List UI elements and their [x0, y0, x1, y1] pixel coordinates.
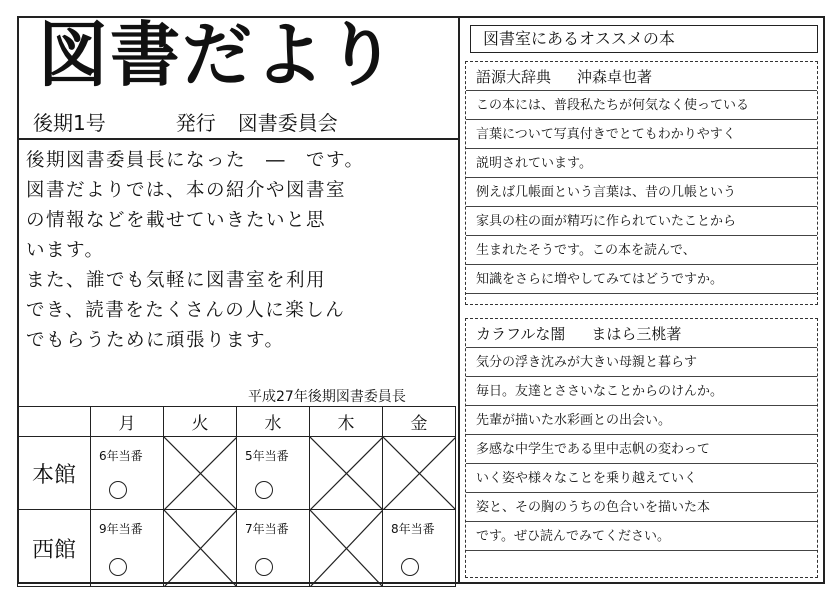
schedule-cell: [91, 437, 164, 510]
publisher-label: 発行: [175, 111, 216, 135]
closed-mark: [383, 437, 456, 510]
book-description-line: 毎日。友達とささいなことからのけんか。: [466, 377, 817, 406]
issue-number: 後期1号: [33, 111, 106, 135]
duty-label: 5年当番: [245, 449, 289, 463]
book-description-line: 生まれたそうです。この本を読んで、: [466, 236, 817, 265]
message-line: の情報などを載せていきたいと思: [26, 210, 327, 231]
message-line: 図書だよりでは、本の紹介や図書室: [26, 180, 347, 201]
duty-label: 8年当番: [391, 522, 435, 536]
book-description-line: 例えば几帳面という言葉は、昔の几帳という: [466, 178, 817, 207]
closed-mark: [310, 510, 383, 587]
circle-mark: [255, 558, 273, 576]
schedule-cell: [310, 437, 383, 510]
book-description-line: いく姿や様々なことを乗り越えていく: [466, 464, 817, 493]
building-name: 西館: [18, 510, 91, 587]
schedule-row: [18, 510, 456, 587]
book-heading: [466, 62, 817, 91]
day-header: 月: [91, 407, 164, 437]
book-title: カラフルな闇: [476, 325, 566, 343]
book-title: 語源大辞典: [476, 68, 552, 86]
schedule-cell: [91, 510, 164, 587]
issue-divider: [17, 138, 460, 140]
book-description-line: です。ぜひ読んでみてください。: [466, 522, 817, 551]
schedule-cell: [383, 510, 456, 587]
schedule-header-row: [18, 407, 456, 437]
day-header: 金: [383, 407, 456, 437]
day-header: 火: [164, 407, 237, 437]
book-description-line: 説明されています。: [466, 149, 817, 178]
circle-mark: [109, 558, 127, 576]
closed-mark: [164, 510, 237, 587]
duty-label: 7年当番: [245, 522, 289, 536]
book-description-line: 知識をさらに増やしてみてはどうですか。: [466, 265, 817, 294]
book-author: 沖森卓也著: [577, 68, 653, 86]
book-description-line: 多感な中学生である里中志帆の変わって: [466, 435, 817, 464]
circle-mark: [401, 558, 419, 576]
message-line: でもらうために頑張ります。: [26, 330, 285, 351]
book-description-line: 気分の浮き沈みが大きい母親と暮らす: [466, 348, 817, 377]
book-description-line: この本には、普段私たちが何気なく使っている: [466, 91, 817, 120]
book-author: まはら三桃著: [591, 325, 682, 343]
day-header: 水: [237, 407, 310, 437]
schedule-row: [18, 437, 456, 510]
book-description-line: 姿と、その胸のうちの色合いを描いた本: [466, 493, 817, 522]
schedule-cell: [237, 437, 310, 510]
schedule-corner: [18, 407, 91, 437]
book-card-2: [465, 318, 818, 578]
greeting-message: [26, 146, 456, 356]
column-divider: [458, 16, 460, 584]
message-line: 後期図書委員長になった ― です。: [26, 150, 365, 171]
schedule-cell: [383, 437, 456, 510]
circle-mark: [109, 481, 127, 499]
closed-mark: [164, 437, 237, 510]
duty-label: 9年当番: [99, 522, 143, 536]
schedule-cell: [164, 437, 237, 510]
message-line: また、誰でも気軽に図書室を利用: [26, 270, 327, 291]
book-card-1: [465, 61, 818, 305]
schedule-cell: [310, 510, 383, 587]
message-line: でき、読書をたくさんの人に楽しん: [26, 300, 346, 321]
schedule-cell: [237, 510, 310, 587]
publisher: 図書委員会: [237, 111, 338, 135]
book-heading: [466, 319, 817, 348]
signature: 平成27年後期図書委員長: [248, 389, 406, 405]
message-line: います。: [26, 240, 105, 261]
closed-mark: [310, 437, 383, 510]
newsletter-title: 図書だより: [38, 14, 398, 96]
recommend-heading: 図書室にあるオススメの本: [470, 25, 818, 53]
day-header: 木: [310, 407, 383, 437]
duty-schedule-table: [17, 406, 456, 587]
circle-mark: [255, 481, 273, 499]
book-description-line: 言葉について写真付きでとてもわかりやすく: [466, 120, 817, 149]
book-description-line: 先輩が描いた水彩画との出会い。: [466, 406, 817, 435]
duty-label: 6年当番: [99, 449, 143, 463]
schedule-cell: [164, 510, 237, 587]
building-name: 本館: [18, 437, 91, 510]
book-description-line: 家具の柱の面が精巧に作られていたことから: [466, 207, 817, 236]
issue-info: [33, 107, 338, 136]
